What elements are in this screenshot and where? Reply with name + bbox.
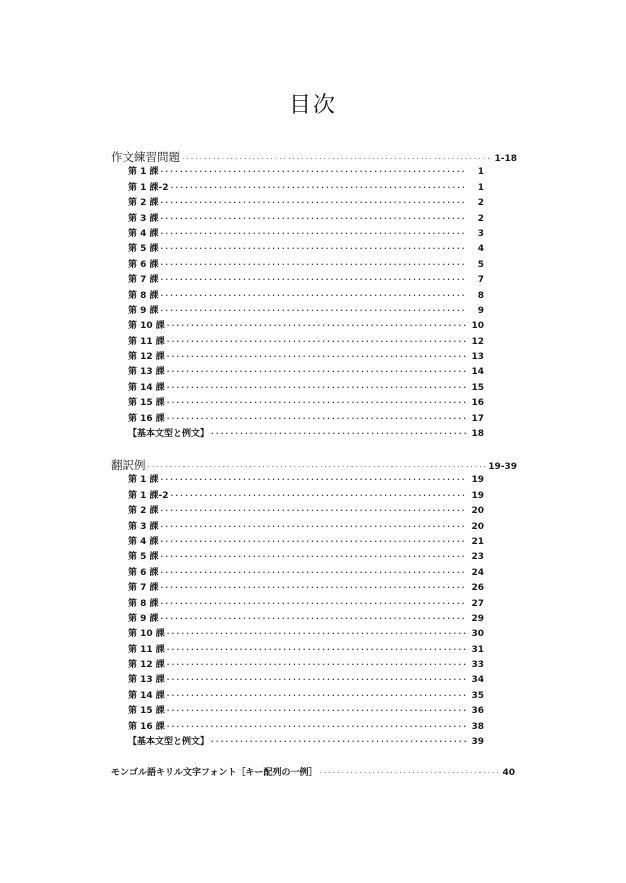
toc-entry-label: 第 10 課 — [128, 321, 165, 332]
toc-entry-page: 10 — [471, 321, 484, 332]
dot-leader — [167, 365, 467, 380]
toc-entry-label: 第 2 課 — [128, 506, 159, 517]
toc-entry[interactable] — [111, 704, 517, 719]
dot-leader — [161, 535, 467, 550]
section-page-range: 1-18 — [494, 154, 517, 164]
toc-entry-label: 第 3 課 — [128, 213, 159, 224]
toc-entry[interactable] — [111, 612, 517, 627]
dot-leader — [161, 520, 467, 535]
dot-leader — [167, 319, 467, 334]
toc-entry-page: 4 — [477, 244, 484, 255]
toc-section-composition — [111, 150, 517, 442]
dot-leader — [161, 550, 467, 565]
dot-leader — [161, 581, 467, 596]
toc-entry-label: 第 9 課 — [128, 613, 159, 624]
toc-entry[interactable] — [111, 535, 517, 550]
toc-entry[interactable] — [111, 658, 517, 673]
toc-entry-label: 第 5 課 — [128, 244, 159, 255]
toc-entry-label: 【基本文型と例文】 — [128, 737, 210, 748]
toc-entry-label: 第 8 課 — [128, 598, 159, 609]
toc-entry-label: 第 12 課 — [128, 352, 165, 363]
dot-leader — [148, 460, 486, 473]
toc-entry[interactable] — [111, 212, 517, 227]
toc-entry-label: 第 7 課 — [128, 275, 159, 286]
toc-entry-label: 第 16 課 — [128, 721, 165, 732]
toc-entry-label: モンゴル語キリル文字フォント［キー配列の一例］ — [111, 768, 318, 778]
dot-leader — [167, 396, 467, 411]
page-title: 目次 — [288, 93, 337, 118]
toc-entry[interactable] — [111, 396, 517, 411]
toc-entry-page: 20 — [471, 521, 484, 532]
toc-entry[interactable] — [111, 289, 517, 304]
toc-entry-page: 38 — [471, 721, 484, 732]
toc-entry-label: 第 4 課 — [128, 536, 159, 547]
toc-entry-label: 第 8 課 — [128, 290, 159, 301]
toc-entry-label: 第 6 課 — [128, 259, 159, 270]
toc-entry[interactable] — [111, 365, 517, 380]
toc-entry-page: 1 — [477, 167, 484, 178]
toc-entry[interactable] — [111, 489, 517, 504]
dot-leader — [161, 597, 467, 612]
dot-leader — [161, 473, 467, 488]
toc-entry-label: 第 14 課 — [128, 690, 165, 701]
toc-entry-label: 第 16 課 — [128, 413, 165, 424]
toc-entry[interactable] — [111, 627, 517, 642]
toc-entry[interactable] — [111, 273, 517, 288]
toc-entry-label: 第 13 課 — [128, 675, 165, 686]
toc-entry-page: 1 — [477, 182, 484, 193]
dot-leader — [161, 165, 467, 180]
toc-entry-page: 21 — [471, 536, 484, 547]
toc-entry[interactable] — [111, 335, 517, 350]
toc-footer-entry[interactable] — [111, 766, 517, 781]
toc-entry-page: 34 — [471, 675, 484, 686]
toc-entry-page: 30 — [471, 629, 484, 640]
toc-entry-label: 第 6 課 — [128, 567, 159, 578]
toc-entry[interactable] — [111, 720, 517, 735]
toc-entry-page: 18 — [471, 429, 484, 440]
toc-entry[interactable] — [111, 258, 517, 273]
toc-entry[interactable] — [111, 566, 517, 581]
toc-entry-page: 29 — [471, 613, 484, 624]
toc-entry-page: 13 — [471, 352, 484, 363]
toc-entry-page: 3 — [477, 228, 484, 239]
toc-entry[interactable] — [111, 319, 517, 334]
toc-entry[interactable] — [111, 427, 517, 442]
dot-leader — [167, 720, 467, 735]
dot-leader — [161, 504, 467, 519]
toc-entry[interactable] — [111, 735, 517, 750]
dot-leader — [161, 227, 467, 242]
toc-entry-label: 第 11 課 — [128, 644, 165, 655]
toc-entry-label: 第 15 課 — [128, 398, 165, 409]
toc-entry-label: 第 3 課 — [128, 521, 159, 532]
toc-entry-label: 第 1 課-2 — [128, 490, 169, 501]
toc-section-heading[interactable] — [111, 458, 517, 473]
toc-entry-label: 【基本文型と例文】 — [128, 429, 210, 440]
toc-entry-page: 33 — [471, 660, 484, 671]
toc-entry-page: 17 — [471, 413, 484, 424]
toc-entry-label: 第 13 課 — [128, 367, 165, 378]
toc-entry[interactable] — [111, 689, 517, 704]
toc-entry-label: 第 7 課 — [128, 583, 159, 594]
toc-entry-page: 31 — [471, 644, 484, 655]
toc-entry[interactable] — [111, 550, 517, 565]
toc-entry-page: 19 — [471, 475, 484, 486]
toc-entry-label: 第 1 課 — [128, 475, 159, 486]
toc-entry[interactable] — [111, 597, 517, 612]
toc-entry-label: 第 12 課 — [128, 660, 165, 671]
toc-entry[interactable] — [111, 412, 517, 427]
dot-leader — [167, 627, 467, 642]
toc-entry[interactable] — [111, 196, 517, 211]
toc-entry-page: 36 — [471, 706, 484, 717]
dot-leader — [167, 643, 467, 658]
dot-leader — [161, 612, 467, 627]
dot-leader — [167, 381, 467, 396]
section-heading-label: 翻訳例 — [111, 458, 146, 472]
toc-entry-label: 第 15 課 — [128, 706, 165, 717]
toc-entry[interactable] — [111, 504, 517, 519]
toc-entry-label: 第 5 課 — [128, 552, 159, 563]
dot-leader — [167, 350, 467, 365]
toc-entry[interactable] — [111, 643, 517, 658]
toc-entry-page: 39 — [471, 737, 484, 748]
dot-leader — [161, 212, 467, 227]
dot-leader — [167, 335, 467, 350]
dot-leader — [167, 673, 467, 688]
dot-leader — [161, 289, 467, 304]
dot-leader — [161, 273, 467, 288]
section-page-range: 19-39 — [488, 462, 517, 472]
toc-entry[interactable] — [111, 165, 517, 180]
toc-entry[interactable] — [111, 673, 517, 688]
section-heading-label: 作文練習問題 — [111, 150, 180, 164]
toc-entry[interactable] — [111, 381, 517, 396]
dot-leader — [167, 658, 467, 673]
toc-entry-label: 第 1 課-2 — [128, 182, 169, 193]
dot-leader — [171, 489, 467, 504]
dot-leader — [161, 566, 467, 581]
toc-entry-page: 9 — [477, 305, 484, 316]
dot-leader — [320, 766, 500, 781]
toc-entry[interactable] — [111, 304, 517, 319]
toc-entry-page: 27 — [471, 598, 484, 609]
toc-entry-page: 2 — [477, 213, 484, 224]
toc-entry-label: 第 11 課 — [128, 336, 165, 347]
toc-entry-label: 第 1 課 — [128, 167, 159, 178]
toc-entry-page: 35 — [471, 690, 484, 701]
toc-entry-label: 第 9 課 — [128, 305, 159, 316]
toc-entry-page: 20 — [471, 506, 484, 517]
dot-leader — [211, 735, 467, 750]
toc-entry-page: 23 — [471, 552, 484, 563]
toc-entry[interactable] — [111, 181, 517, 196]
toc-entry-page: 2 — [477, 198, 484, 209]
toc-entry-page: 40 — [502, 768, 515, 778]
dot-leader — [167, 412, 467, 427]
dot-leader — [161, 304, 467, 319]
toc-entry-label: 第 10 課 — [128, 629, 165, 640]
toc-entry-page: 7 — [477, 275, 484, 286]
toc-entry-page: 14 — [471, 367, 484, 378]
toc-entry-page: 15 — [471, 382, 484, 393]
dot-leader — [167, 704, 467, 719]
toc-entry[interactable] — [111, 581, 517, 596]
toc-entry-label: 第 14 課 — [128, 382, 165, 393]
toc-entry[interactable] — [111, 520, 517, 535]
dot-leader — [182, 152, 491, 165]
toc-entry[interactable] — [111, 227, 517, 242]
toc-entry[interactable] — [111, 350, 517, 365]
toc-entry[interactable] — [111, 242, 517, 257]
dot-leader — [211, 427, 467, 442]
toc-entry-page: 12 — [471, 336, 484, 347]
dot-leader — [167, 689, 467, 704]
dot-leader — [171, 181, 467, 196]
toc-entry[interactable] — [111, 473, 517, 488]
toc-entry-page: 19 — [471, 490, 484, 501]
toc-entry-page: 26 — [471, 583, 484, 594]
toc-entry-label: 第 2 課 — [128, 198, 159, 209]
toc-entry-page: 24 — [471, 567, 484, 578]
dot-leader — [161, 242, 467, 257]
toc-section-translation — [111, 458, 517, 750]
dot-leader — [161, 196, 467, 211]
toc-entry-label: 第 4 課 — [128, 228, 159, 239]
toc-entry-page: 5 — [477, 259, 484, 270]
toc-entry-page: 16 — [471, 398, 484, 409]
toc-entry-page: 8 — [477, 290, 484, 301]
toc-section-heading[interactable] — [111, 150, 517, 165]
dot-leader — [161, 258, 467, 273]
